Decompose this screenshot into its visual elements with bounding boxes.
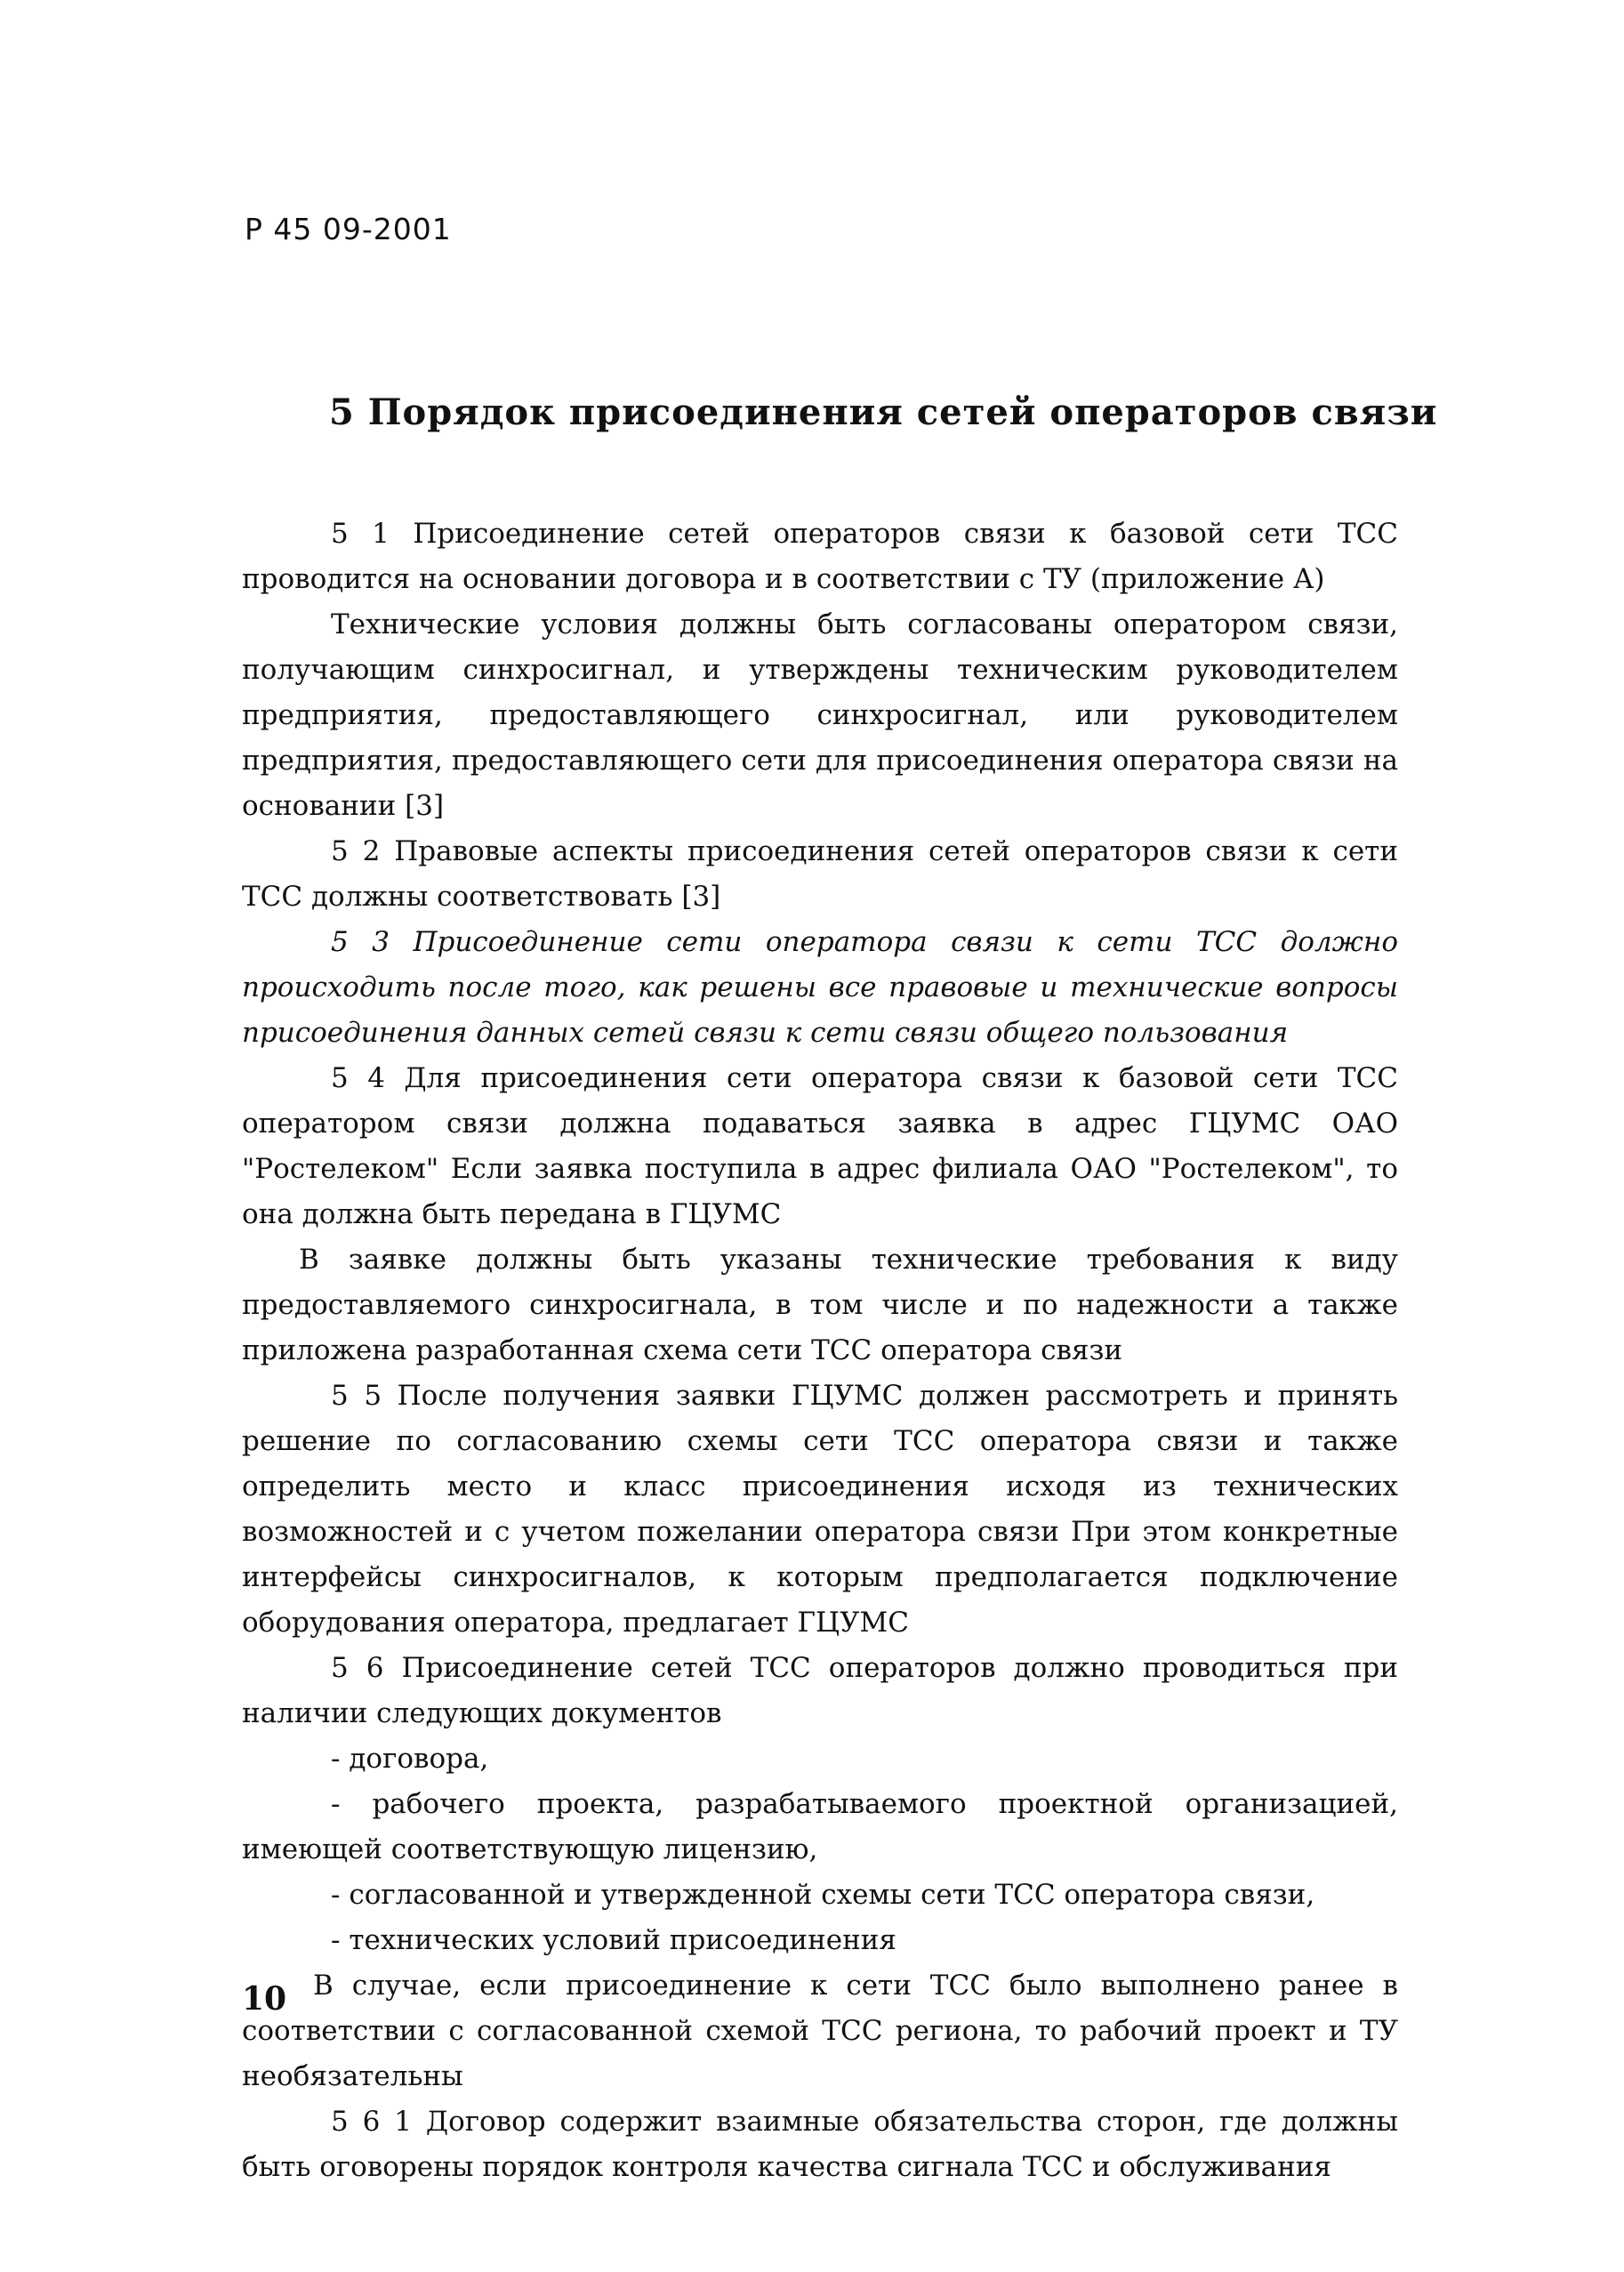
paragraph-5-6-1: 5 6 1 Договор содержит взаимные обязательства сторон, где должны быть оговорены порядок контроля качества сигнала ТСС и обслуживания (242, 2106, 1398, 2183)
list-item-approved-scheme: - согласованной и утвержденной схемы сети ТСС оператора связи, (331, 1879, 1315, 1911)
list-item-contract: - договора, (331, 1743, 489, 1775)
paragraph-5-5: 5 5 После получения заявки ГЦУМС должен рассмотреть и принять решение по согласованию схемы сети ТСС оператора связи и также определить место и класс присоединения исходя из технических возможностей и с учетом пожелании оператора связи При этом конкретные интерфейсы синхросигналов, к которым предполагается подключение оборудования оператора, предлагает ГЦУМС (242, 1380, 1398, 1639)
paragraph-technical-conditions: Технические условия должны быть согласованы оператором связи, получающим синхросигнал, и утверждены техническим руководителем предприятия, предоставляющего синхросигнал, или руководителем предприятия, предоставляющего сети для присоединения оператора связи на основании [3] (242, 608, 1398, 822)
list-item-working-project: - рабочего проекта, разрабатываемого проектной организацией, имеющей соответствующую лицензию, (242, 1788, 1398, 1865)
page-number: 10 (242, 1980, 287, 2018)
paragraph-5-2: 5 2 Правовые аспекты присоединения сетей операторов связи к сети ТСС должны соответствовать [3] (242, 835, 1398, 913)
document-code: Р 45 09-2001 (245, 212, 452, 246)
paragraph-application-requirements: В заявке должны быть указаны технические требования к виду предоставляемого синхросигнала, в том числе и по надежности а также приложена разработанная схема сети ТСС оператора связи (242, 1244, 1398, 1366)
body-text (242, 512, 1398, 2190)
paragraph-previous-connection: В случае, если присоединение к сети ТСС было выполнено ранее в соответствии с согласованной схемой ТСС региона, то рабочий проект и ТУ необязательны (242, 1970, 1398, 2092)
paragraph-5-3: 5 3 Присоединение сети оператора связи к сети ТСС должно происходить после того, как решены все правовые и технические вопросы присоединения данных сетей связи к сети связи общего пользования (242, 926, 1398, 1049)
paragraph-5-4: 5 4 Для присоединения сети оператора связи к базовой сети ТСС оператором связи должна подаваться заявка в адрес ГЦУМС ОАО "Ростелеком" Если заявка поступила в адрес филиала ОАО "Ростелеком", то она должна быть передана в ГЦУМС (242, 1062, 1398, 1230)
list-item-technical-conditions: - технических условий присоединения (331, 1924, 896, 1956)
section-title: 5 Порядок присоединения сетей операторов связи (329, 391, 1438, 433)
paragraph-5-6: 5 6 Присоединение сетей ТСС операторов должно проводиться при наличии следующих документов (242, 1652, 1398, 1729)
paragraph-5-1: 5 1 Присоединение сетей операторов связи к базовой сети ТСС проводится на основании договора и в соответствии с ТУ (приложение А) (242, 518, 1398, 595)
